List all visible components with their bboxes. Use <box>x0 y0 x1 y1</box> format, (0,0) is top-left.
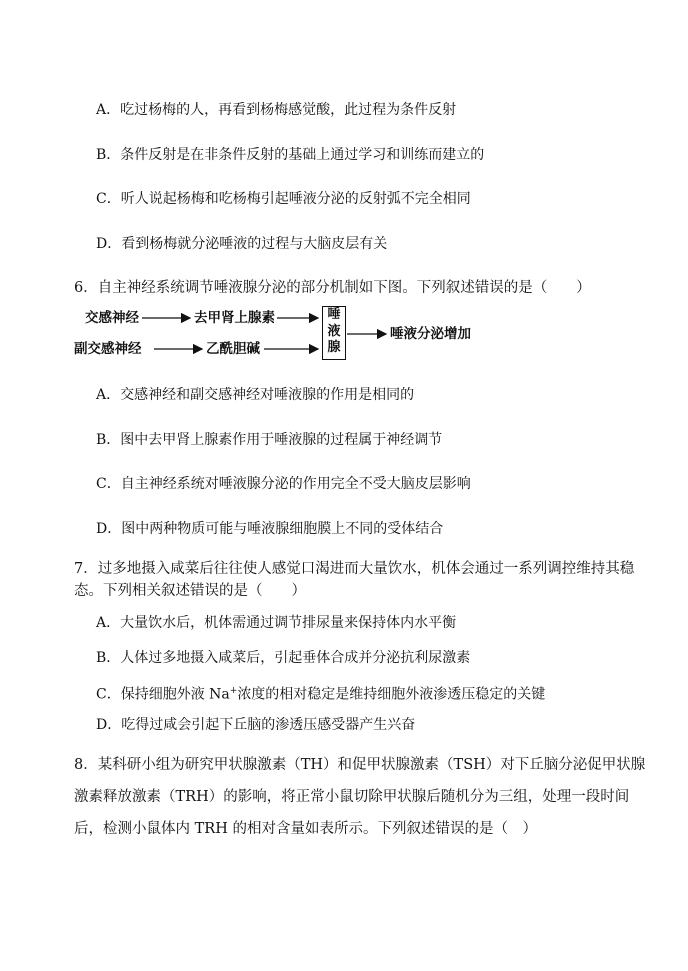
q6-option-a: A．交感神经和副交感神经对唾液腺的作用是相同的 <box>96 387 415 403</box>
norepinephrine-label: 去甲肾上腺素 <box>194 310 275 326</box>
q7-stem-line2: 态。下列相关叙述错误的是（ ） <box>74 583 306 599</box>
q7-option-d: D．吃得过咸会引起下丘脑的渗透压感受器产生兴奋 <box>96 717 416 733</box>
gland-char: 液 <box>327 323 341 339</box>
q6-option-b: B．图中去甲肾上腺素作用于唾液腺的过程属于神经调节 <box>96 432 443 448</box>
q6-option-d: D．图中两种物质可能与唾液腺细胞膜上不同的受体结合 <box>96 521 444 537</box>
acetylcholine-label: 乙酰胆碱 <box>206 341 260 357</box>
q6-option-c: C．自主神经系统对唾液腺分泌的作用完全不受大脑皮层影响 <box>96 476 471 492</box>
q5-option-d: D．看到杨梅就分泌唾液的过程与大脑皮层有关 <box>96 236 388 252</box>
gland-char: 唾 <box>327 307 341 322</box>
q5-option-b: B．条件反射是在非条件反射的基础上通过学习和训练而建立的 <box>96 147 485 163</box>
q7-option-b: B．人体过多地摄入咸菜后，引起垂体合成并分泌抗利尿激素 <box>96 650 471 666</box>
saliva-increase-label: 唾液分泌增加 <box>390 326 471 342</box>
q7-stem-line1: 7．过多地摄入咸菜后往往使人感觉口渴进而大量饮水，机体会通过一系列调控维持其稳 <box>74 561 635 577</box>
q8-stem-line3: 后，检测小鼠体内 TRH 的相对含量如表所示。下列叙述错误的是（ ） <box>74 821 537 837</box>
gland-char: 腺 <box>327 340 341 355</box>
q6-stem: 6．自主神经系统调节唾液腺分泌的部分机制如下图。下列叙述错误的是（ ） <box>74 280 591 296</box>
q7-option-c-pre: C．保持细胞外液 Na <box>96 686 230 703</box>
q5-option-a: A．吃过杨梅的人，再看到杨梅感觉酸，此过程为条件反射 <box>96 102 457 118</box>
q8-stem-line1: 8．某科研小组为研究甲状腺激素（TH）和促甲状腺激素（TSH）对下丘脑分泌促甲状腺 <box>74 757 646 773</box>
q6-regulation-diagram <box>74 304 494 366</box>
q7-option-c-sup: + <box>229 686 238 696</box>
parasympathetic-nerve-label: 副交感神经 <box>74 341 142 357</box>
q5-option-c: C．听人说起杨梅和吃杨梅引起唾液分泌的反射弧不完全相同 <box>96 191 471 207</box>
q8-stem-line2: 激素释放激素（TRH）的影响，将正常小鼠切除甲状腺后随机分为三组，处理一段时间 <box>74 789 630 805</box>
q7-option-c <box>96 682 545 704</box>
q7-option-c-post: 浓度的相对稳定是维持细胞外液渗透压稳定的关键 <box>237 686 546 703</box>
salivary-gland-box <box>322 306 346 360</box>
q7-option-a: A．大量饮水后，机体需通过调节排尿量来保持体内水平衡 <box>96 615 457 631</box>
sympathetic-nerve-label: 交感神经 <box>85 310 139 326</box>
